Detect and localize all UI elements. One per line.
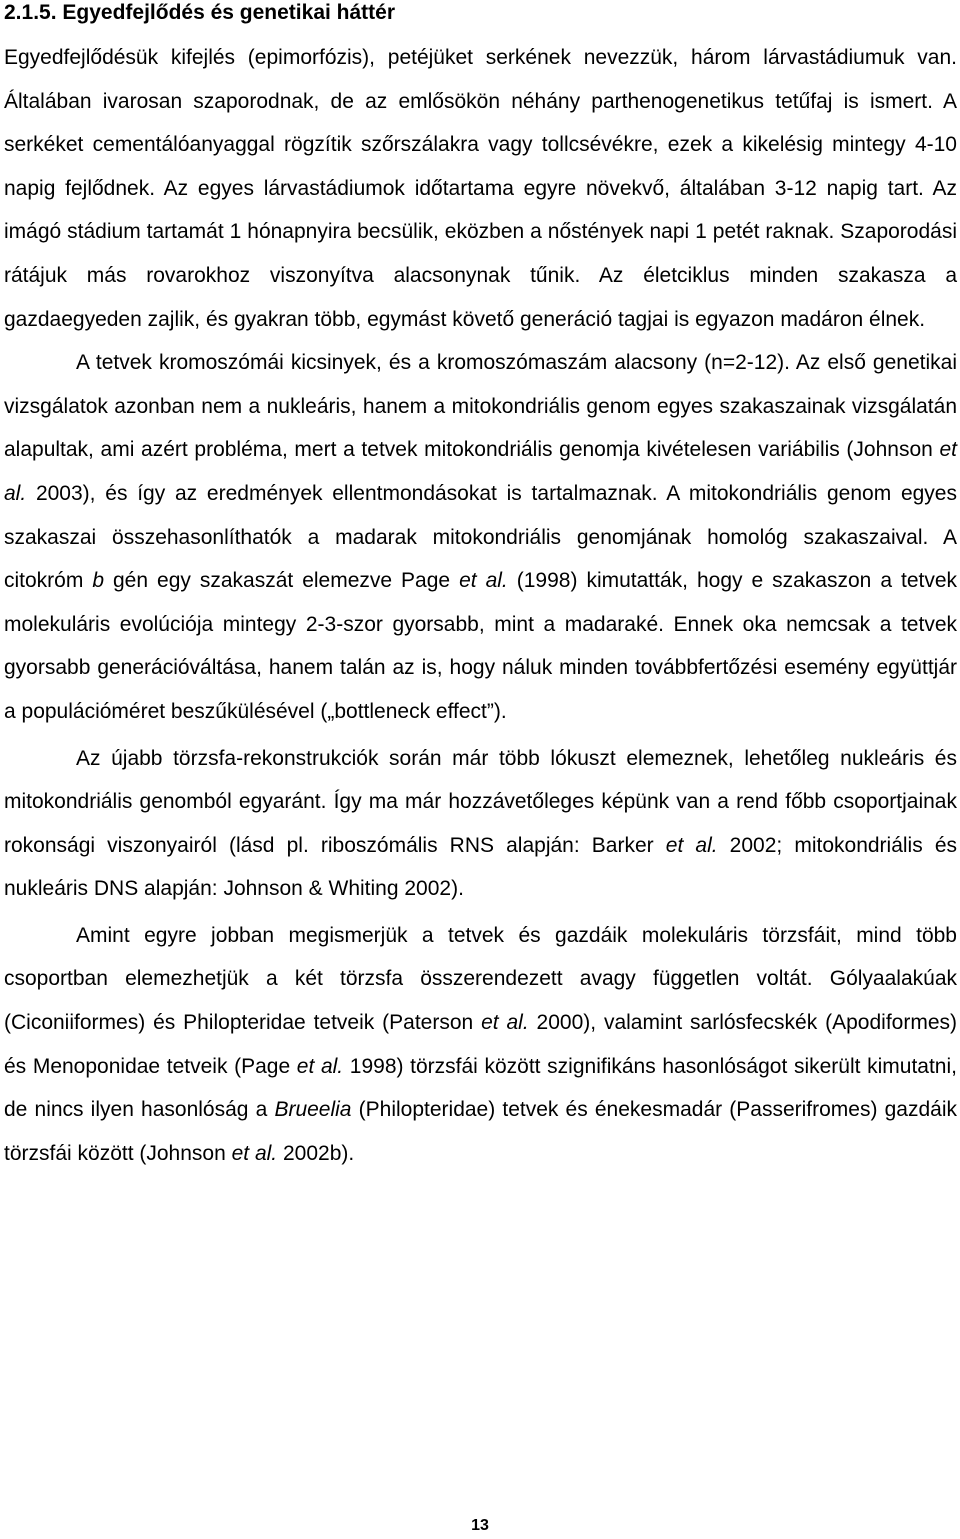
text-run: Egyedfejlődésük kifejlés (epimorfózis), petéjüket serkének nevezzük, három lárvastádiumuk van. Általában ivarosan szaporodnak, de az emlősökön néhány parthenogenetikus tetűfaj is ismert. A serkéket cementálóanyaggal rögzítik szőrszálakra vagy tollcsévékre, ezek a kikelésig mintegy 4-10 napig fejlődnek. Az egyes lárvastádiumok időtartama egyre növekvő, általában 3-12 napig tart. Az imágó stádium tartamát 1 hónapnyira becsülik, eközben a nőstények napi 1 petét raknak. Szaporodási rátájuk más rovarokhoz viszonyítva alacsonynak tűnik. Az életciklus minden szakasza a gazdaegyeden zajlik, és gyakran több, egymást követő generáció tagjai is egyazon madáron élnek. [4,46,957,331]
section-title-text: Egyedfejlődés és genetikai háttér [62,1,396,24]
text-run: 2002; mitokondriális és nukleáris DNS alapján: Johnson & Whiting 2002). [4,833,958,901]
section-heading [4,0,957,26]
paragraph [4,914,957,1176]
document-page [4,0,957,1175]
italic-text: b [92,569,105,593]
text-run: (Philopteridae) tetvek és énekesmadár (Passerifromes) gazdáik törzsfái között (Johnson [4,1098,957,1165]
italic-text: et al. [231,1141,278,1165]
text-run: A tetvek kromoszómái kicsinyek, és a kromoszómaszám alacsony (n=2-12). Az első genetikai vizsgálatok azonban nem a nukleáris, hanem a mitokondriális genom egyes szakaszainak vizsgálatán alapultak, ami azért probléma, mert a tetvek mitokondriális genomja kivételesen variábilis (Johnson [4,351,957,462]
paragraph [4,341,957,733]
text-run: gén egy szakaszát elemezve Page [104,569,460,593]
text-run: 2002b). [277,1141,355,1165]
section-number: 2.1.5. [4,1,57,24]
text-run: 2000), valamint sarlósfecskék (Apodiformes) és Menoponidae tetveik (Page [4,1011,957,1078]
italic-text: et al. [665,833,718,857]
italic-text: Brueelia [274,1098,352,1122]
italic-text: et al. [4,438,957,505]
text-run: Az újabb törzsfa-rekonstrukciók során már több lókuszt elemeznek, lehetőleg nukleáris és mitokondriális genomból egyaránt. Így ma már hozzávetőleges képünk van a rend főbb csoportjainak rokonsági viszonyairól (lásd pl. riboszómális RNS alapján: Barker [4,746,957,857]
text-run: (1998) kimutatták, hogy e szakaszon a tetvek molekuláris evolúciója mintegy 2-3-szor gyorsabb, mint a madaraké. Ennek oka nemcsak a tetvek gyorsabb generációváltása, hanem talán az is, hogy náluk minden továbbfertőzési esemény együttjár a populációméret beszűkülésével („bottleneck effect”). [4,569,958,723]
paragraph [4,737,957,911]
italic-text: et al. [481,1011,529,1035]
text-run: Amint egyre jobban megismerjük a tetvek és gazdáik molekuláris törzsfáit, mind több csoportban elemezhetjük a két törzsfa összerendezett avagy független voltát. Gólyaalakúak (Ciconiiformes) és Philopteridae tetveik (Paterson [4,923,957,1035]
text-run: 1998) törzsfái között szignifikáns hasonlóságot sikerült kimutatni, de nincs ilyen hasonlóság a [4,1054,957,1122]
italic-text: et al. [459,569,508,593]
italic-text: et al. [296,1054,344,1078]
text-run: 2003), és így az eredmények ellentmondásokat is tartalmaznak. A mitokondriális genom egyes szakaszai összehasonlíthatók a madarak mitokondriális genomjának homológ szakaszaival. A citokróm [4,481,957,593]
page-number: 13 [471,1517,489,1534]
paragraph [4,36,957,341]
